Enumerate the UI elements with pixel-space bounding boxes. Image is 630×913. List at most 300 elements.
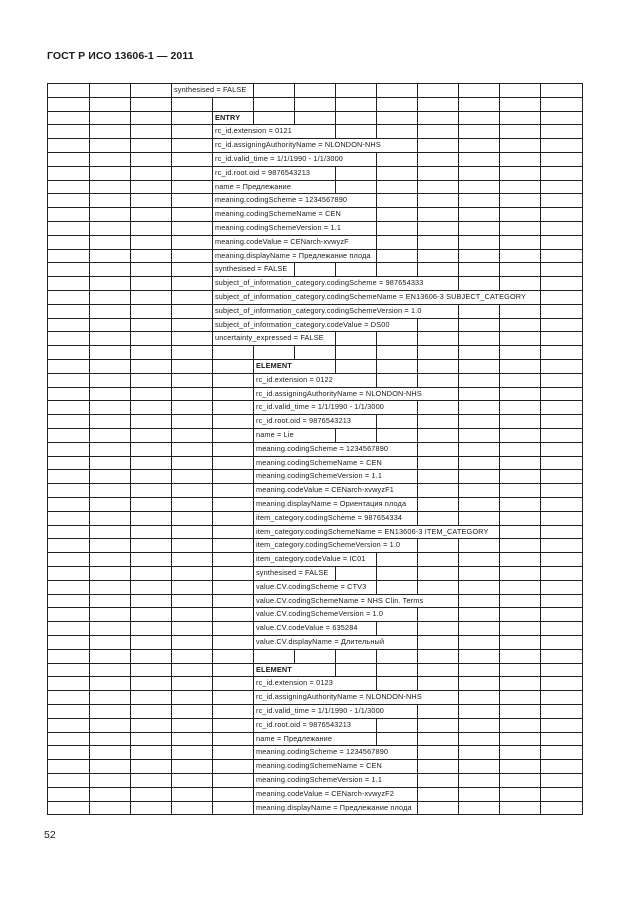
- column-divider: [499, 663, 500, 677]
- column-divider: [171, 207, 172, 221]
- column-divider: [47, 359, 48, 373]
- column-divider: [130, 262, 131, 276]
- column-divider: [499, 649, 500, 663]
- column-divider: [417, 469, 418, 483]
- column-divider: [253, 345, 254, 359]
- table-cell-text: meaning.displayName = Ориентация плода: [256, 499, 407, 508]
- column-divider: [335, 180, 336, 194]
- column-divider: [499, 207, 500, 221]
- column-divider: [499, 428, 500, 442]
- column-divider: [417, 649, 418, 663]
- column-divider: [89, 400, 90, 414]
- column-divider: [171, 663, 172, 677]
- column-divider: [417, 442, 418, 456]
- column-divider: [376, 262, 377, 276]
- column-divider: [458, 138, 459, 152]
- column-divider: [417, 566, 418, 580]
- table-cell-text: rc_id.valid_time = 1/1/1990 - 1/1/3000: [215, 154, 344, 163]
- row-separator: [47, 359, 582, 360]
- column-divider: [47, 373, 48, 387]
- column-divider: [89, 207, 90, 221]
- row-separator: [47, 166, 582, 167]
- column-divider: [417, 787, 418, 801]
- column-divider: [458, 745, 459, 759]
- column-divider: [47, 538, 48, 552]
- column-divider: [417, 262, 418, 276]
- column-divider: [582, 718, 583, 732]
- column-divider: [499, 566, 500, 580]
- column-divider: [212, 511, 213, 525]
- column-divider: [171, 318, 172, 332]
- column-divider: [499, 442, 500, 456]
- column-divider: [130, 607, 131, 621]
- column-divider: [294, 262, 295, 276]
- column-divider: [47, 111, 48, 125]
- table-cell-text: uncertainty_expressed = FALSE: [215, 333, 324, 342]
- row-separator: [47, 428, 582, 429]
- column-divider: [253, 442, 254, 456]
- column-divider: [499, 138, 500, 152]
- column-divider: [171, 621, 172, 635]
- column-divider: [130, 304, 131, 318]
- column-divider: [499, 497, 500, 511]
- table-cell-text: meaning.codingScheme = 1234567890: [256, 747, 389, 756]
- column-divider: [458, 607, 459, 621]
- column-divider: [458, 124, 459, 138]
- table-cell-text: name = Предлежание: [256, 734, 333, 743]
- column-divider: [47, 387, 48, 401]
- column-divider: [294, 83, 295, 97]
- column-divider: [212, 635, 213, 649]
- column-divider: [253, 773, 254, 787]
- column-divider: [89, 511, 90, 525]
- column-divider: [376, 83, 377, 97]
- column-divider: [417, 373, 418, 387]
- column-divider: [89, 373, 90, 387]
- column-divider: [458, 249, 459, 263]
- column-divider: [212, 262, 213, 276]
- column-divider: [582, 497, 583, 511]
- column-divider: [212, 276, 213, 290]
- column-divider: [540, 359, 541, 373]
- column-divider: [47, 594, 48, 608]
- column-divider: [212, 166, 213, 180]
- column-divider: [582, 538, 583, 552]
- column-divider: [171, 594, 172, 608]
- column-divider: [540, 704, 541, 718]
- column-divider: [499, 690, 500, 704]
- table-cell-text: synthesised = FALSE: [215, 264, 288, 273]
- column-divider: [458, 801, 459, 815]
- column-divider: [417, 318, 418, 332]
- column-divider: [582, 732, 583, 746]
- column-divider: [130, 193, 131, 207]
- column-divider: [376, 566, 377, 580]
- column-divider: [253, 497, 254, 511]
- column-divider: [376, 221, 377, 235]
- column-divider: [47, 428, 48, 442]
- column-divider: [253, 690, 254, 704]
- column-divider: [294, 345, 295, 359]
- table-cell-text: meaning.codeValue = CENarch-xvwyzF1: [256, 485, 394, 494]
- column-divider: [376, 663, 377, 677]
- column-divider: [212, 304, 213, 318]
- column-divider: [582, 124, 583, 138]
- column-divider: [171, 331, 172, 345]
- column-divider: [212, 221, 213, 235]
- column-divider: [582, 511, 583, 525]
- column-divider: [89, 456, 90, 470]
- section-heading: ENTRY: [215, 113, 241, 122]
- table-cell-text: subject_of_information_category.codingSchemeVersion = 1.0: [215, 306, 422, 315]
- column-divider: [89, 759, 90, 773]
- column-divider: [47, 787, 48, 801]
- column-divider: [89, 801, 90, 815]
- column-divider: [47, 635, 48, 649]
- column-divider: [499, 801, 500, 815]
- column-divider: [458, 718, 459, 732]
- column-divider: [47, 801, 48, 815]
- column-divider: [417, 635, 418, 649]
- column-divider: [458, 759, 459, 773]
- column-divider: [540, 180, 541, 194]
- table-cell-text: rc_id.valid_time = 1/1/1990 - 1/1/3000: [256, 402, 385, 411]
- column-divider: [540, 663, 541, 677]
- column-divider: [253, 428, 254, 442]
- column-divider: [335, 83, 336, 97]
- column-divider: [540, 469, 541, 483]
- row-separator: [47, 97, 582, 98]
- column-divider: [417, 359, 418, 373]
- column-divider: [89, 580, 90, 594]
- column-divider: [171, 690, 172, 704]
- column-divider: [171, 262, 172, 276]
- column-divider: [212, 400, 213, 414]
- column-divider: [499, 97, 500, 111]
- column-divider: [499, 538, 500, 552]
- column-divider: [417, 801, 418, 815]
- column-divider: [171, 414, 172, 428]
- column-divider: [130, 124, 131, 138]
- table-cell-text: rc_id.extension = 0122: [256, 375, 333, 384]
- column-divider: [582, 663, 583, 677]
- column-divider: [540, 138, 541, 152]
- column-divider: [171, 97, 172, 111]
- column-divider: [417, 400, 418, 414]
- column-divider: [47, 580, 48, 594]
- column-divider: [212, 207, 213, 221]
- table-cell-text: meaning.codingSchemeVersion = 1.1: [256, 775, 383, 784]
- column-divider: [499, 635, 500, 649]
- column-divider: [540, 83, 541, 97]
- column-divider: [499, 262, 500, 276]
- column-divider: [130, 152, 131, 166]
- column-divider: [130, 249, 131, 263]
- column-divider: [499, 676, 500, 690]
- column-divider: [540, 759, 541, 773]
- column-divider: [417, 180, 418, 194]
- column-divider: [47, 138, 48, 152]
- column-divider: [212, 345, 213, 359]
- column-divider: [212, 97, 213, 111]
- column-divider: [47, 497, 48, 511]
- column-divider: [130, 97, 131, 111]
- column-divider: [253, 566, 254, 580]
- column-divider: [499, 552, 500, 566]
- column-divider: [499, 111, 500, 125]
- column-divider: [376, 414, 377, 428]
- column-divider: [130, 331, 131, 345]
- column-divider: [417, 745, 418, 759]
- column-divider: [376, 373, 377, 387]
- column-divider: [540, 525, 541, 539]
- column-divider: [582, 745, 583, 759]
- column-divider: [458, 359, 459, 373]
- column-divider: [212, 290, 213, 304]
- column-divider: [171, 345, 172, 359]
- column-divider: [130, 414, 131, 428]
- column-divider: [171, 180, 172, 194]
- column-divider: [458, 318, 459, 332]
- table-cell-text: value.CV.codeValue = 635284: [256, 623, 358, 632]
- column-divider: [171, 235, 172, 249]
- column-divider: [540, 552, 541, 566]
- column-divider: [458, 704, 459, 718]
- column-divider: [540, 594, 541, 608]
- column-divider: [212, 649, 213, 663]
- column-divider: [499, 304, 500, 318]
- column-divider: [130, 290, 131, 304]
- column-divider: [294, 97, 295, 111]
- column-divider: [253, 373, 254, 387]
- column-divider: [499, 607, 500, 621]
- column-divider: [417, 152, 418, 166]
- column-divider: [89, 732, 90, 746]
- column-divider: [335, 663, 336, 677]
- column-divider: [171, 773, 172, 787]
- column-divider: [499, 318, 500, 332]
- column-divider: [89, 138, 90, 152]
- column-divider: [171, 249, 172, 263]
- column-divider: [376, 621, 377, 635]
- column-divider: [540, 262, 541, 276]
- column-divider: [335, 428, 336, 442]
- column-divider: [212, 676, 213, 690]
- table-cell-text: rc_id.assigningAuthorityName = NLONDON-NHS: [256, 389, 422, 398]
- column-divider: [540, 111, 541, 125]
- column-divider: [499, 594, 500, 608]
- column-divider: [417, 111, 418, 125]
- column-divider: [130, 635, 131, 649]
- column-divider: [89, 718, 90, 732]
- column-divider: [540, 635, 541, 649]
- column-divider: [89, 538, 90, 552]
- column-divider: [89, 469, 90, 483]
- column-divider: [582, 621, 583, 635]
- table-cell-text: item_category.codingScheme = 987654334: [256, 513, 403, 522]
- column-divider: [540, 690, 541, 704]
- column-divider: [89, 594, 90, 608]
- table-cell-text: subject_of_information_category.codeValue = DS00: [215, 320, 390, 329]
- column-divider: [582, 318, 583, 332]
- column-divider: [47, 414, 48, 428]
- column-divider: [212, 759, 213, 773]
- column-divider: [212, 428, 213, 442]
- column-divider: [582, 373, 583, 387]
- table-cell-text: rc_id.root.oid = 9876543213: [256, 416, 352, 425]
- column-divider: [582, 345, 583, 359]
- column-divider: [458, 690, 459, 704]
- column-divider: [253, 359, 254, 373]
- column-divider: [47, 345, 48, 359]
- column-divider: [458, 180, 459, 194]
- column-divider: [253, 787, 254, 801]
- column-divider: [130, 621, 131, 635]
- column-divider: [458, 331, 459, 345]
- column-divider: [253, 607, 254, 621]
- column-divider: [582, 594, 583, 608]
- column-divider: [253, 483, 254, 497]
- column-divider: [458, 552, 459, 566]
- column-divider: [540, 773, 541, 787]
- column-divider: [130, 373, 131, 387]
- column-divider: [47, 290, 48, 304]
- column-divider: [171, 221, 172, 235]
- column-divider: [89, 193, 90, 207]
- column-divider: [335, 97, 336, 111]
- column-divider: [540, 124, 541, 138]
- column-divider: [212, 718, 213, 732]
- row-separator: [47, 649, 582, 650]
- column-divider: [582, 138, 583, 152]
- column-divider: [540, 400, 541, 414]
- column-divider: [582, 221, 583, 235]
- column-divider: [130, 649, 131, 663]
- table-cell-text: rc_id.assigningAuthorityName = NLONDON-NHS: [215, 140, 381, 149]
- column-divider: [253, 580, 254, 594]
- column-divider: [253, 552, 254, 566]
- column-divider: [499, 704, 500, 718]
- column-divider: [212, 690, 213, 704]
- table-cell-text: synthesised = FALSE: [174, 85, 247, 94]
- column-divider: [212, 469, 213, 483]
- column-divider: [89, 414, 90, 428]
- column-divider: [458, 469, 459, 483]
- column-divider: [417, 538, 418, 552]
- column-divider: [582, 566, 583, 580]
- column-divider: [253, 635, 254, 649]
- column-divider: [47, 193, 48, 207]
- column-divider: [458, 511, 459, 525]
- table-cell-text: meaning.codeValue = CENarch-xvwyzF: [215, 237, 349, 246]
- column-divider: [171, 607, 172, 621]
- column-divider: [499, 773, 500, 787]
- column-divider: [376, 331, 377, 345]
- column-divider: [89, 621, 90, 635]
- column-divider: [47, 276, 48, 290]
- column-divider: [212, 483, 213, 497]
- column-divider: [499, 221, 500, 235]
- column-divider: [458, 97, 459, 111]
- column-divider: [130, 235, 131, 249]
- column-divider: [582, 97, 583, 111]
- column-divider: [47, 663, 48, 677]
- column-divider: [458, 676, 459, 690]
- column-divider: [417, 207, 418, 221]
- column-divider: [458, 483, 459, 497]
- column-divider: [540, 511, 541, 525]
- column-divider: [417, 331, 418, 345]
- column-divider: [171, 400, 172, 414]
- column-divider: [212, 180, 213, 194]
- column-divider: [89, 690, 90, 704]
- column-divider: [171, 580, 172, 594]
- column-divider: [171, 359, 172, 373]
- column-divider: [458, 580, 459, 594]
- column-divider: [253, 414, 254, 428]
- table-cell-text: name = Lie: [256, 430, 294, 439]
- column-divider: [130, 318, 131, 332]
- column-divider: [582, 442, 583, 456]
- column-divider: [89, 262, 90, 276]
- table-cell-text: item_category.codeValue = IC01: [256, 554, 366, 563]
- column-divider: [130, 456, 131, 470]
- column-divider: [458, 345, 459, 359]
- column-divider: [47, 511, 48, 525]
- column-divider: [47, 483, 48, 497]
- column-divider: [212, 580, 213, 594]
- column-divider: [171, 732, 172, 746]
- table-cell-text: synthesised = FALSE: [256, 568, 329, 577]
- column-divider: [540, 607, 541, 621]
- column-divider: [171, 290, 172, 304]
- column-divider: [47, 235, 48, 249]
- column-divider: [171, 166, 172, 180]
- column-divider: [582, 290, 583, 304]
- column-divider: [89, 304, 90, 318]
- column-divider: [212, 773, 213, 787]
- table-cell-text: meaning.codingSchemeName = CEN: [256, 458, 382, 467]
- column-divider: [582, 193, 583, 207]
- column-divider: [253, 525, 254, 539]
- column-divider: [582, 111, 583, 125]
- column-divider: [130, 732, 131, 746]
- column-divider: [582, 525, 583, 539]
- column-divider: [89, 442, 90, 456]
- column-divider: [582, 387, 583, 401]
- column-divider: [130, 207, 131, 221]
- column-divider: [458, 456, 459, 470]
- column-divider: [376, 732, 377, 746]
- column-divider: [253, 621, 254, 635]
- column-divider: [582, 580, 583, 594]
- column-divider: [417, 663, 418, 677]
- column-divider: [171, 704, 172, 718]
- column-divider: [540, 276, 541, 290]
- column-divider: [582, 704, 583, 718]
- column-divider: [130, 511, 131, 525]
- column-divider: [89, 607, 90, 621]
- table-cell-text: value.CV.displayName = Длительный: [256, 637, 385, 646]
- column-divider: [582, 759, 583, 773]
- column-divider: [253, 663, 254, 677]
- column-divider: [212, 152, 213, 166]
- column-divider: [253, 387, 254, 401]
- column-divider: [458, 166, 459, 180]
- column-divider: [582, 152, 583, 166]
- column-divider: [376, 97, 377, 111]
- column-divider: [582, 207, 583, 221]
